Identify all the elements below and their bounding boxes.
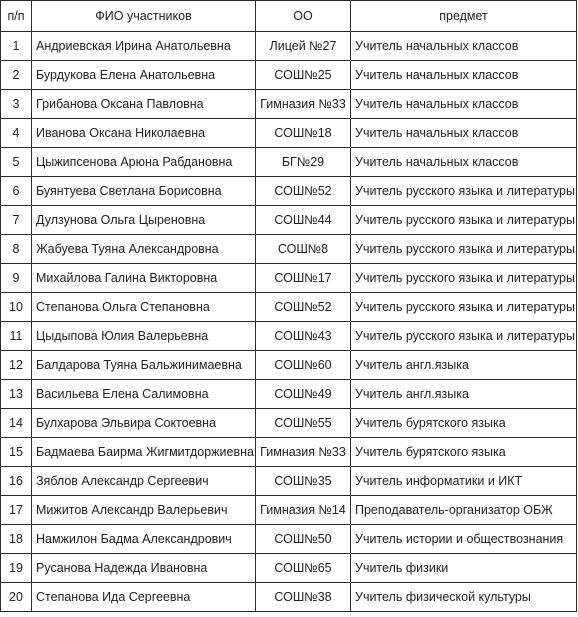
table-row (1, 438, 577, 467)
participant-name: Иванова Оксана Николаевна (32, 119, 256, 148)
row-number: 15 (1, 438, 32, 467)
table-row (1, 380, 577, 409)
table-row (1, 119, 577, 148)
participant-name: Цыдыпова Юлия Валерьевна (32, 322, 256, 351)
subject: Учитель начальных классов (351, 32, 577, 61)
organization: Гимназия №33 (256, 438, 351, 467)
table-row (1, 467, 577, 496)
row-number: 18 (1, 525, 32, 554)
header-participant-name: ФИО участников (32, 1, 256, 32)
header-number: п/п (1, 1, 32, 32)
subject: Учитель физики (351, 554, 577, 583)
row-number: 6 (1, 177, 32, 206)
subject: Учитель русского языка и литературы (351, 293, 577, 322)
subject: Учитель англ.языка (351, 380, 577, 409)
table-row (1, 148, 577, 177)
row-number: 19 (1, 554, 32, 583)
table-row (1, 90, 577, 119)
row-number: 2 (1, 61, 32, 90)
organization: СОШ№55 (256, 409, 351, 438)
subject: Учитель русского языка и литературы (351, 235, 577, 264)
subject: Преподаватель-организатор ОБЖ (351, 496, 577, 525)
participant-name: Бадмаева Баирма Жигмитдоржиевна (32, 438, 256, 467)
row-number: 5 (1, 148, 32, 177)
participant-name: Жабуева Туяна Александровна (32, 235, 256, 264)
organization: Гимназия №33 (256, 90, 351, 119)
subject: Учитель физической культуры (351, 583, 577, 612)
header-row (1, 1, 577, 32)
subject: Учитель начальных классов (351, 90, 577, 119)
table-row (1, 32, 577, 61)
organization: СОШ№52 (256, 293, 351, 322)
participant-name: Намжилон Бадма Александрович (32, 525, 256, 554)
participant-name: Русанова Надежда Ивановна (32, 554, 256, 583)
subject: Учитель бурятского языка (351, 438, 577, 467)
organization: СОШ№52 (256, 177, 351, 206)
organization: СОШ№44 (256, 206, 351, 235)
participant-name: Степанова Ида Сергеевна (32, 583, 256, 612)
row-number: 9 (1, 264, 32, 293)
organization: СОШ№38 (256, 583, 351, 612)
row-number: 4 (1, 119, 32, 148)
participant-name: Степанова Ольга Степановна (32, 293, 256, 322)
table-row (1, 206, 577, 235)
table-row (1, 177, 577, 206)
participant-name: Булхарова Эльвира Соктоевна (32, 409, 256, 438)
organization: СОШ№25 (256, 61, 351, 90)
organization: СОШ№49 (256, 380, 351, 409)
row-number: 12 (1, 351, 32, 380)
organization: СОШ№8 (256, 235, 351, 264)
row-number: 8 (1, 235, 32, 264)
row-number: 17 (1, 496, 32, 525)
subject: Учитель русского языка и литературы (351, 177, 577, 206)
organization: Лицей №27 (256, 32, 351, 61)
subject: Учитель информатики и ИКТ (351, 467, 577, 496)
participant-name: Васильева Елена Салимовна (32, 380, 256, 409)
row-number: 1 (1, 32, 32, 61)
subject: Учитель бурятского языка (351, 409, 577, 438)
table-row (1, 235, 577, 264)
table-row (1, 409, 577, 438)
table-header (1, 1, 577, 32)
participant-name: Михайлова Галина Викторовна (32, 264, 256, 293)
table-body (1, 32, 577, 612)
subject: Учитель русского языка и литературы (351, 206, 577, 235)
row-number: 20 (1, 583, 32, 612)
table-row (1, 264, 577, 293)
participant-name: Андриевская Ирина Анатольевна (32, 32, 256, 61)
organization: Гимназия №14 (256, 496, 351, 525)
participant-name: Бурдукова Елена Анатольевна (32, 61, 256, 90)
organization: СОШ№18 (256, 119, 351, 148)
participant-name: Грибанова Оксана Павловна (32, 90, 256, 119)
participant-name: Цыжипсенова Арюна Рабдановна (32, 148, 256, 177)
subject: Учитель англ.языка (351, 351, 577, 380)
subject: Учитель начальных классов (351, 148, 577, 177)
row-number: 7 (1, 206, 32, 235)
row-number: 14 (1, 409, 32, 438)
row-number: 11 (1, 322, 32, 351)
header-organization: ОО (256, 1, 351, 32)
table-row (1, 554, 577, 583)
participant-name: Буянтуева Светлана Борисовна (32, 177, 256, 206)
row-number: 3 (1, 90, 32, 119)
subject: Учитель русского языка и литературы (351, 264, 577, 293)
table-row (1, 525, 577, 554)
table-row (1, 293, 577, 322)
participant-name: Дулзунова Ольга Цыреновна (32, 206, 256, 235)
organization: СОШ№35 (256, 467, 351, 496)
table-row (1, 61, 577, 90)
participant-name: Мижитов Александр Валерьевич (32, 496, 256, 525)
participant-name: Зяблов Александр Сергеевич (32, 467, 256, 496)
organization: СОШ№50 (256, 525, 351, 554)
organization: СОШ№43 (256, 322, 351, 351)
table-row (1, 583, 577, 612)
table-row (1, 322, 577, 351)
subject: Учитель русского языка и литературы (351, 322, 577, 351)
organization: БГ№29 (256, 148, 351, 177)
table-row (1, 496, 577, 525)
row-number: 13 (1, 380, 32, 409)
row-number: 16 (1, 467, 32, 496)
subject: Учитель начальных классов (351, 119, 577, 148)
organization: СОШ№65 (256, 554, 351, 583)
header-subject: предмет (351, 1, 577, 32)
organization: СОШ№60 (256, 351, 351, 380)
row-number: 10 (1, 293, 32, 322)
subject: Учитель начальных классов (351, 61, 577, 90)
organization: СОШ№17 (256, 264, 351, 293)
table-row (1, 351, 577, 380)
subject: Учитель истории и обществознания (351, 525, 577, 554)
participant-name: Балдарова Туяна Бальжинимаевна (32, 351, 256, 380)
